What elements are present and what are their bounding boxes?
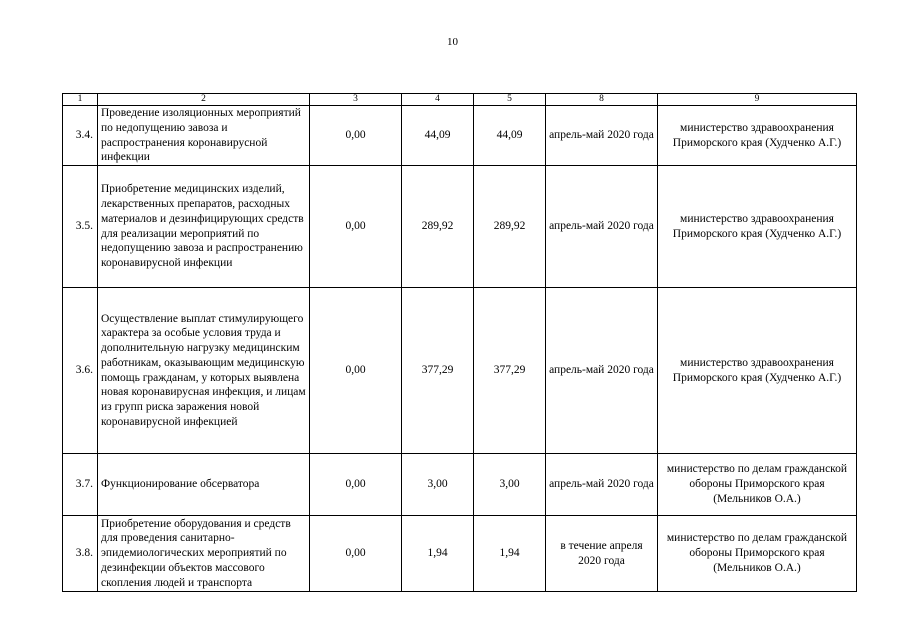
table-row — [63, 288, 857, 454]
column-header: 8 — [546, 94, 658, 106]
term: апрель-май 2020 года — [546, 288, 658, 454]
page-number: 10 — [447, 36, 458, 48]
measure-name: Осуществление выплат стимулирующего характера за особые условия труда и дополнительную нагрузку медицинским работникам, оказывающим медицинскую помощь гражданам, у которых выявлена новая коронавирусная инфекция, и лицам из групп риска заражения новой коронавирусной инфекцией — [98, 288, 310, 454]
row-number: 3.5. — [63, 166, 98, 288]
value-col5: 44,09 — [474, 106, 546, 166]
term: апрель-май 2020 года — [546, 106, 658, 166]
value-col4: 377,29 — [402, 288, 474, 454]
measures-table — [62, 93, 857, 592]
row-number: 3.7. — [63, 454, 98, 516]
term: в течение апреля 2020 года — [546, 516, 658, 592]
value-col4: 44,09 — [402, 106, 474, 166]
table-row — [63, 516, 857, 592]
value-col3: 0,00 — [310, 166, 402, 288]
measure-name: Проведение изоляционных мероприятий по недопущению завоза и распространения коронавирусной инфекции — [98, 106, 310, 166]
value-col5: 1,94 — [474, 516, 546, 592]
value-col5: 289,92 — [474, 166, 546, 288]
measure-name: Приобретение оборудования и средств для проведения санитарно-эпидемиологических мероприятий по дезинфекции объектов массового скопления людей и транспорта — [98, 516, 310, 592]
responsible: министерство здравоохранения Приморского края (Худченко А.Г.) — [658, 106, 857, 166]
value-col4: 1,94 — [402, 516, 474, 592]
column-header: 3 — [310, 94, 402, 106]
value-col3: 0,00 — [310, 454, 402, 516]
table-row — [63, 106, 857, 166]
responsible: министерство здравоохранения Приморского края (Худченко А.Г.) — [658, 166, 857, 288]
measure-name: Приобретение медицинских изделий, лекарственных препаратов, расходных материалов и дезинфицирующих средств для реализации мероприятий по недопущению завоза и распространению коронавирусной инфекции — [98, 166, 310, 288]
value-col3: 0,00 — [310, 106, 402, 166]
table-row — [63, 454, 857, 516]
column-header: 4 — [402, 94, 474, 106]
column-header: 1 — [63, 94, 98, 106]
responsible: министерство здравоохранения Приморского края (Худченко А.Г.) — [658, 288, 857, 454]
value-col5: 377,29 — [474, 288, 546, 454]
row-number: 3.8. — [63, 516, 98, 592]
value-col3: 0,00 — [310, 516, 402, 592]
term: апрель-май 2020 года — [546, 454, 658, 516]
value-col4: 289,92 — [402, 166, 474, 288]
column-header: 2 — [98, 94, 310, 106]
value-col3: 0,00 — [310, 288, 402, 454]
value-col4: 3,00 — [402, 454, 474, 516]
value-col5: 3,00 — [474, 454, 546, 516]
term: апрель-май 2020 года — [546, 166, 658, 288]
responsible: министерство по делам гражданской обороны Приморского края (Мельников О.А.) — [658, 516, 857, 592]
column-header: 9 — [658, 94, 857, 106]
column-header: 5 — [474, 94, 546, 106]
row-number: 3.4. — [63, 106, 98, 166]
measure-name: Функционирование обсерватора — [98, 454, 310, 516]
row-number: 3.6. — [63, 288, 98, 454]
table-row — [63, 166, 857, 288]
header-row — [63, 94, 857, 106]
responsible: министерство по делам гражданской обороны Приморского края (Мельников О.А.) — [658, 454, 857, 516]
